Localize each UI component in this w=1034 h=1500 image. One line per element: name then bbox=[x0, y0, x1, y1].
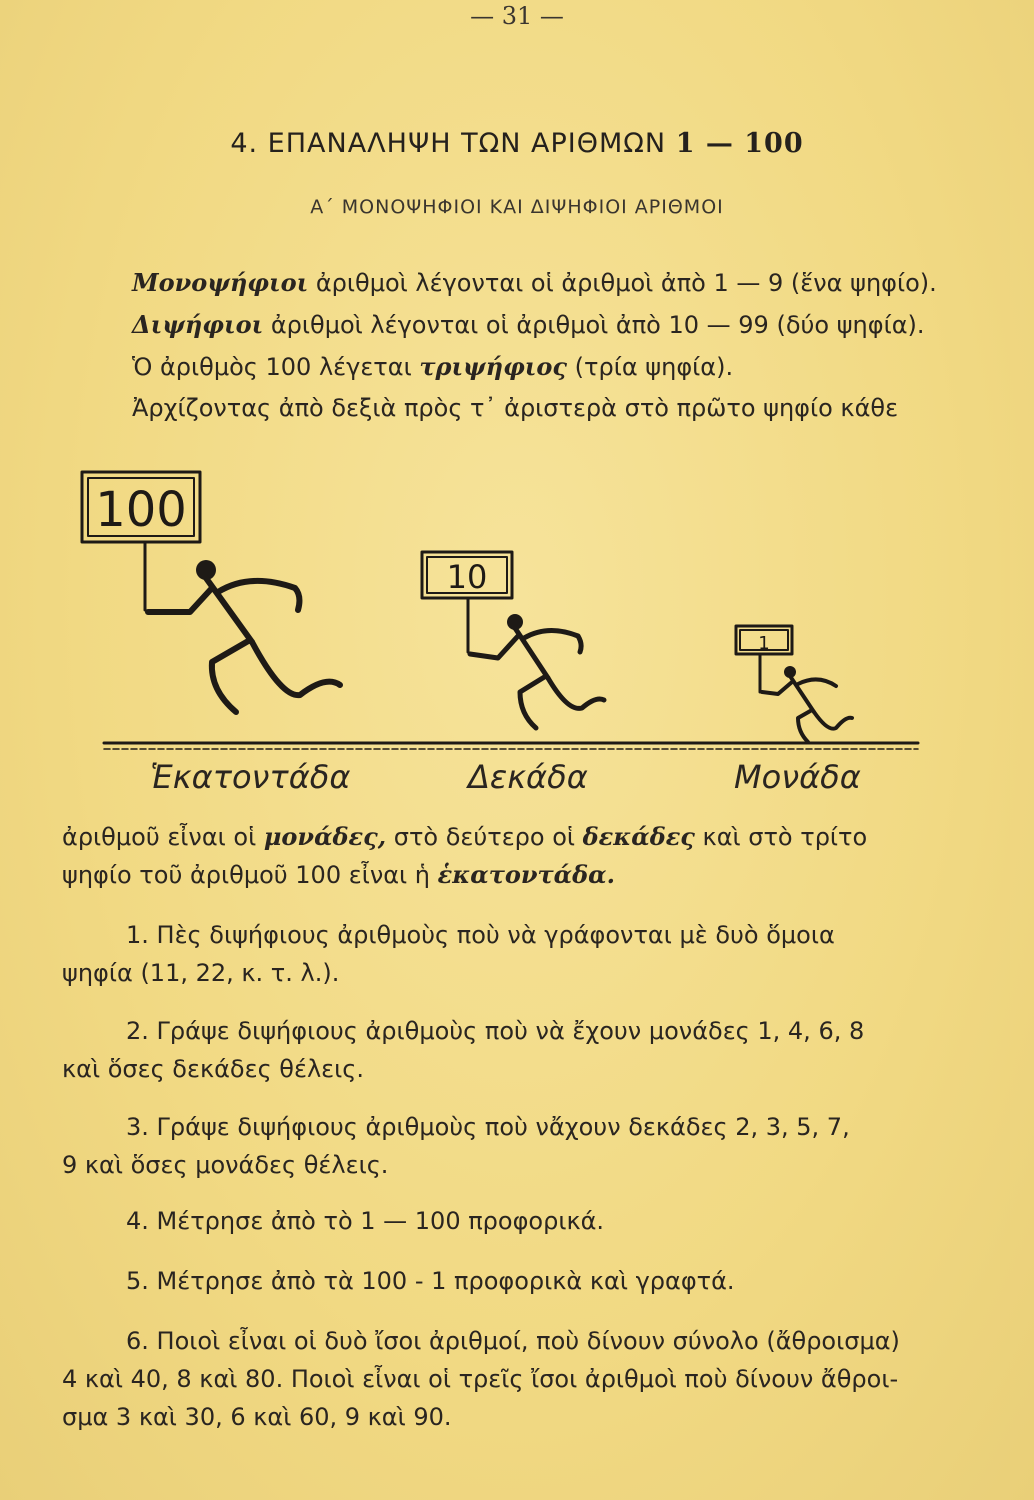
exercise-6-line-2: 4 καὶ 40, 8 καὶ 80. Ποιοὶ εἶναι οἱ τρεῖς ἴσοι ἀριθμοὶ ποὺ δίνουν ἄθροι- bbox=[62, 1365, 899, 1393]
intro-line-2 bbox=[132, 310, 925, 339]
exercise-3-line-1: 3. Γράψε διψήφιους ἀριθμοὺς ποὺ νἄχουν δεκάδες 2, 3, 5, 7, bbox=[126, 1113, 850, 1141]
tens-sign-label: 10 bbox=[446, 558, 488, 596]
exercise-1 bbox=[62, 916, 942, 992]
explanation-text-c: στὸ δεύτερο οἱ bbox=[386, 823, 583, 851]
exercise-6 bbox=[62, 1322, 942, 1436]
exercise-4 bbox=[62, 1202, 942, 1240]
intro-line-1-text: ἀριθμοὶ λέγονται οἱ ἀριθμοὶ ἀπὸ 1 — 9 (ἕνα ψηφίο). bbox=[308, 269, 937, 297]
label-units: Μονάδα bbox=[734, 758, 861, 796]
exercise-2 bbox=[62, 1012, 942, 1088]
explanation-text-a: ἀριθμοῦ εἶναι οἱ bbox=[62, 823, 264, 851]
explanation-line-2 bbox=[62, 856, 942, 894]
intro-line-1 bbox=[132, 268, 937, 297]
exercise-1-line-1: 1. Πὲς διψήφιους ἀριθμοὺς ποὺ νὰ γράφονται μὲ δυὸ ὅμοια bbox=[126, 921, 835, 949]
section-title bbox=[0, 128, 1034, 159]
exercise-1-line-2: ψηφία (11, 22, κ. τ. λ.). bbox=[62, 959, 340, 987]
intro-line-4: Ἀρχίζοντας ἀπὸ δεξιὰ πρὸς τ᾽ ἀριστερὰ στὸ πρῶτο ψηφίο κάθε bbox=[132, 394, 899, 422]
term-ekatontada: ἑκατοντάδα. bbox=[437, 860, 615, 889]
hundreds-sign-label: 100 bbox=[95, 482, 187, 538]
exercise-5 bbox=[62, 1262, 942, 1300]
exercise-6-line-3: σμα 3 καὶ 30, 6 καὶ 60, 9 καὶ 90. bbox=[62, 1403, 452, 1431]
explanation-line-1 bbox=[62, 818, 942, 856]
ground-line bbox=[104, 743, 918, 749]
label-hundreds: Ἑκατοντάδα bbox=[150, 758, 351, 796]
exercise-2-line-2: καὶ ὅσες δεκάδες θέλεις. bbox=[62, 1055, 364, 1083]
units-runner bbox=[762, 666, 852, 742]
page-number: — 31 — bbox=[470, 2, 564, 30]
intro-line-2-text: ἀριθμοὶ λέγονται οἱ ἀριθμοὶ ἀπὸ 10 — 99 (δύο ψηφία). bbox=[263, 311, 925, 339]
exercise-3 bbox=[62, 1108, 942, 1184]
section-title-text: 4. ΕΠΑΝΑΛΗΨΗ ΤΩΝ ΑΡΙΘΜΩΝ bbox=[230, 128, 667, 159]
term-dipsifioi: Διψήφιοι bbox=[132, 310, 264, 339]
exercise-4-line-1: 4. Μέτρησε ἀπὸ τὸ 1 — 100 προφορικά. bbox=[126, 1207, 605, 1235]
explanation-text-2a: ψηφίο τοῦ ἀριθμοῦ 100 εἶναι ἡ bbox=[62, 861, 438, 889]
intro-line-3-post: (τρία ψηφία). bbox=[567, 353, 734, 381]
intro-line-3 bbox=[132, 352, 733, 381]
section-title-range: 1 — 100 bbox=[675, 128, 804, 159]
term-tripsifios: τριψήφιος bbox=[419, 352, 568, 381]
units-sign-label: 1 bbox=[758, 633, 770, 654]
term-monopsifioi: Μονοψήφιοι bbox=[132, 268, 309, 297]
place-value-illustration bbox=[0, 460, 1034, 800]
exercise-6-line-1: 6. Ποιοὶ εἶναι οἱ δυὸ ἴσοι ἀριθμοί, ποὺ δίνουν σύνολο (ἄθροισμα) bbox=[126, 1327, 900, 1355]
hundreds-runner bbox=[148, 560, 340, 712]
intro-line-3-pre: Ὁ ἀριθμὸς 100 λέγεται bbox=[132, 353, 420, 381]
exercise-2-line-1: 2. Γράψε διψήφιους ἀριθμοὺς ποὺ νὰ ἔχουν μονάδες 1, 4, 6, 8 bbox=[126, 1017, 865, 1045]
term-monades: μονάδες, bbox=[263, 822, 387, 851]
exercise-3-line-2: 9 καὶ ὅσες μονάδες θέλεις. bbox=[62, 1151, 389, 1179]
tens-runner bbox=[470, 614, 604, 728]
label-tens: Δεκάδα bbox=[468, 758, 588, 796]
explanation-paragraph bbox=[62, 818, 942, 894]
explanation-text-e: καὶ στὸ τρίτο bbox=[694, 823, 868, 851]
term-dekades: δεκάδες bbox=[582, 822, 695, 851]
exercise-5-line-1: 5. Μέτρησε ἀπὸ τὰ 100 - 1 προφορικὰ καὶ γραφτά. bbox=[126, 1267, 735, 1295]
section-subtitle: Α΄ ΜΟΝΟΨΗΦΙΟΙ ΚΑΙ ΔΙΨΗΦΙΟΙ ΑΡΙΘΜΟΙ bbox=[310, 196, 724, 218]
